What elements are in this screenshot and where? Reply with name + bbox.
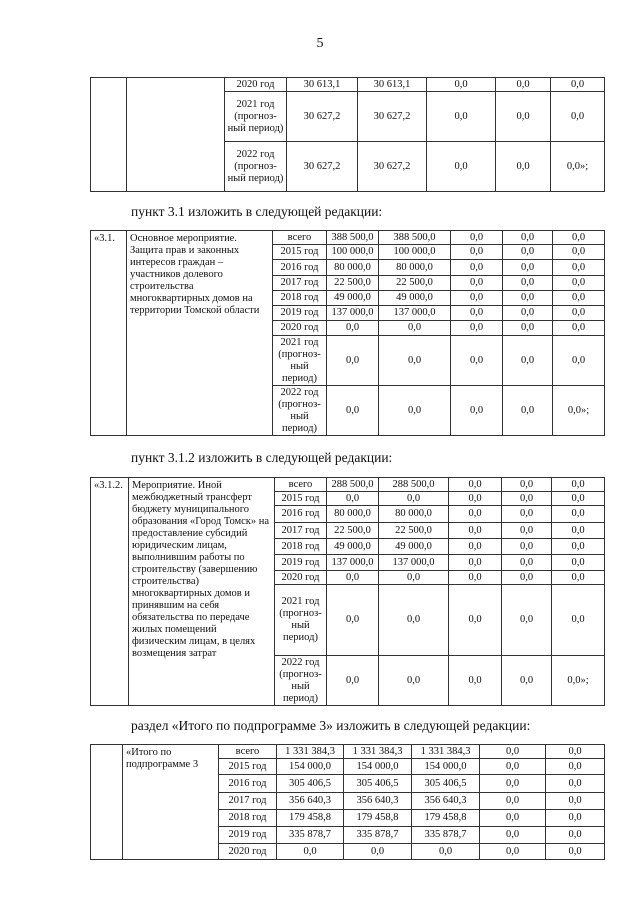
table-cell: 137 000,0 [379, 306, 451, 321]
table-cell: 2016 год [273, 260, 327, 276]
table-cell: 2021 год (прогноз-ный период) [273, 336, 327, 386]
table-cell: 0,0 [449, 492, 502, 506]
table-cell: 0,0 [553, 336, 605, 386]
table-cell: 305 406,5 [277, 775, 344, 793]
row-description: «Итого по подпрограмме 3 [123, 745, 219, 860]
table-cell: 2018 год [273, 291, 327, 306]
table-cell: 0,0 [546, 844, 605, 860]
table-cell: 0,0 [552, 585, 605, 656]
table-cell: 0,0 [451, 231, 503, 245]
table-cell: 0,0 [552, 506, 605, 523]
table-cell: 0,0 [412, 844, 480, 860]
table-cell: 0,0 [553, 276, 605, 291]
table-cell: 356 640,3 [277, 793, 344, 810]
table-cell: 0,0 [449, 656, 502, 706]
table-cell: 0,0 [503, 336, 553, 386]
table-cell: 0,0 [480, 793, 546, 810]
table-cell: 2021 год (прогноз-ный период) [225, 92, 287, 142]
table-cell: 0,0 [552, 555, 605, 571]
table-cell: 22 500,0 [379, 523, 449, 539]
table-cell: 0,0 [546, 810, 605, 827]
table-cell: 0,0 [546, 759, 605, 775]
table-cell: 1 331 384,3 [412, 745, 480, 759]
table-cell: 0,0 [480, 810, 546, 827]
table-cell: 49 000,0 [379, 291, 451, 306]
table-cell: 2019 год [219, 827, 277, 844]
table-cell: 0,0 [379, 571, 449, 585]
table-cell: 2016 год [275, 506, 327, 523]
table-cell: 288 500,0 [379, 478, 449, 492]
table-cell: 2018 год [275, 539, 327, 555]
table-cell: 80 000,0 [327, 260, 379, 276]
table-cell: 80 000,0 [327, 506, 379, 523]
table-cell: 0,0 [551, 92, 605, 142]
row-description: Мероприятие. Иной межбюджетный трансферт бюджету муниципального образования «Город Томск» на предоставление субсидий юридическим лицам, выполнившим работы по строительству (завершению строительства) многоквартирных домов и принявшим на себя обязательства по передаче жилых помещений физическим лицам, в целях возмещения затрат [129, 478, 275, 706]
table-cell: 137 000,0 [379, 555, 449, 571]
table-cell: всего [273, 231, 327, 245]
table-cell: 0,0 [546, 827, 605, 844]
table-cell: 137 000,0 [327, 306, 379, 321]
table-cell: 0,0 [451, 306, 503, 321]
table-cell: 2018 год [219, 810, 277, 827]
table-cell: 305 406,5 [412, 775, 480, 793]
table-cell: 0,0 [553, 306, 605, 321]
table-cell: 388 500,0 [327, 231, 379, 245]
table-cell: 0,0 [502, 656, 552, 706]
table-cell: 0,0 [451, 276, 503, 291]
table-cell: 0,0 [502, 571, 552, 585]
table-cell: 2022 год (прогноз-ный период) [225, 142, 287, 192]
table-cell: 2020 год [273, 321, 327, 336]
table-cell: 0,0 [451, 321, 503, 336]
table-cell: 80 000,0 [379, 260, 451, 276]
table-cell: 0,0 [503, 245, 553, 260]
table-cell: 356 640,3 [344, 793, 412, 810]
table-cell: всего [275, 478, 327, 492]
table-cell: 0,0 [553, 321, 605, 336]
table-cell: 0,0 [553, 291, 605, 306]
table-cell: 0,0 [327, 492, 379, 506]
table-cell: 179 458,8 [412, 810, 480, 827]
table-cell: 154 000,0 [344, 759, 412, 775]
table-cell: 0,0 [379, 386, 451, 436]
table-cell: 0,0 [503, 231, 553, 245]
table-cell: 0,0 [502, 492, 552, 506]
table-cell: 0,0 [546, 745, 605, 759]
table-cell: 0,0 [379, 336, 451, 386]
table-cell: 30 627,2 [287, 92, 358, 142]
table-cell: 2022 год (прогноз-ный период) [275, 656, 327, 706]
desc-cell [127, 78, 225, 192]
table-cell: 0,0 [379, 656, 449, 706]
table-cell: 0,0 [449, 478, 502, 492]
table-cell: 0,0 [451, 336, 503, 386]
table-cell: 0,0 [427, 92, 496, 142]
paragraph: пункт 3.1.2 изложить в следующей редакции: [131, 450, 393, 465]
table-cell: 179 458,8 [344, 810, 412, 827]
table-continuation [90, 77, 605, 192]
table-cell: 2019 год [273, 306, 327, 321]
table-cell: 30 627,2 [358, 92, 427, 142]
table-cell: 137 000,0 [327, 555, 379, 571]
table-cell: 0,0 [552, 478, 605, 492]
page-number: 5 [316, 36, 324, 51]
table-cell: 154 000,0 [277, 759, 344, 775]
table-cell: 0,0 [451, 245, 503, 260]
table-cell: 80 000,0 [379, 506, 449, 523]
table-cell: 0,0 [451, 291, 503, 306]
table-cell: 0,0 [503, 260, 553, 276]
table-cell: 22 500,0 [327, 276, 379, 291]
table-cell: 0,0 [546, 775, 605, 793]
table-cell: 388 500,0 [379, 231, 451, 245]
table-cell: 0,0 [449, 555, 502, 571]
table-cell: 2019 год [275, 555, 327, 571]
paragraph: раздел «Итого по подпрограмме 3» изложить в следующей редакции: [131, 718, 531, 733]
table-cell: 288 500,0 [327, 478, 379, 492]
table-cell: 335 878,7 [277, 827, 344, 844]
table-cell: 0,0 [327, 571, 379, 585]
table-cell: 0,0 [277, 844, 344, 860]
row-number: «3.1. [91, 231, 127, 436]
num-cell [91, 78, 127, 192]
table-cell: 0,0 [502, 539, 552, 555]
table-cell: 0,0 [496, 92, 551, 142]
table-cell: 0,0 [327, 585, 379, 656]
table-cell: 2022 год (прогноз-ный период) [273, 386, 327, 436]
table-cell: 0,0 [502, 555, 552, 571]
table-cell: 0,0 [480, 775, 546, 793]
table-cell: 2021 год (прогноз-ный период) [275, 585, 327, 656]
table-cell: 30 613,1 [358, 78, 427, 92]
table-cell: 0,0 [552, 571, 605, 585]
table-3-1 [90, 230, 605, 436]
table-cell: 0,0 [379, 585, 449, 656]
table-cell: 0,0 [546, 793, 605, 810]
table-itogo [90, 744, 605, 860]
table-3-1-2 [90, 477, 605, 706]
table-cell: 2015 год [275, 492, 327, 506]
table-cell: 0,0 [379, 492, 449, 506]
table-cell: 0,0 [552, 539, 605, 555]
table-cell: 335 878,7 [412, 827, 480, 844]
table-cell: 305 406,5 [344, 775, 412, 793]
table-cell: 1 331 384,3 [277, 745, 344, 759]
table-cell: 0,0 [327, 656, 379, 706]
table-cell: 2015 год [273, 245, 327, 260]
table-cell: всего [219, 745, 277, 759]
table-cell: 0,0 [449, 506, 502, 523]
table-cell: 2020 год [225, 78, 287, 92]
table-cell: 2017 год [219, 793, 277, 810]
table-cell: 0,0 [480, 844, 546, 860]
table-cell: 2017 год [275, 523, 327, 539]
table-cell: 0,0 [551, 78, 605, 92]
table-cell: 335 878,7 [344, 827, 412, 844]
row-description: Основное мероприятие. Защита прав и законных интересов граждан – участников долевого строительства многоквартирных домов на территории Томской области [127, 231, 273, 436]
table-cell: 0,0 [449, 539, 502, 555]
table-cell: 0,0 [480, 759, 546, 775]
table-cell: 0,0 [449, 523, 502, 539]
table-cell: 0,0 [327, 321, 379, 336]
table-cell: 0,0 [502, 523, 552, 539]
table-cell: 0,0 [503, 321, 553, 336]
num-cell [91, 745, 123, 860]
table-cell: 0,0 [427, 142, 496, 192]
table-cell: 1 331 384,3 [344, 745, 412, 759]
table-cell: 0,0 [480, 745, 546, 759]
table-cell: 0,0 [553, 245, 605, 260]
table-cell: 356 640,3 [412, 793, 480, 810]
table-cell: 179 458,8 [277, 810, 344, 827]
table-cell: 0,0 [427, 78, 496, 92]
table-cell: 0,0»; [552, 656, 605, 706]
table-cell: 0,0»; [553, 386, 605, 436]
table-cell: 0,0 [496, 78, 551, 92]
table-cell: 2020 год [219, 844, 277, 860]
table-cell: 0,0 [379, 321, 451, 336]
table-cell: 0,0 [496, 142, 551, 192]
table-cell: 49 000,0 [379, 539, 449, 555]
table-cell: 0,0 [451, 386, 503, 436]
table-cell: 0,0 [344, 844, 412, 860]
table-cell: 0,0 [553, 260, 605, 276]
table-cell: 49 000,0 [327, 539, 379, 555]
paragraph: пункт 3.1 изложить в следующей редакции: [131, 204, 383, 219]
table-cell: 0,0 [327, 386, 379, 436]
table-cell: 49 000,0 [327, 291, 379, 306]
table-cell: 0,0 [502, 478, 552, 492]
table-cell: 0,0 [449, 571, 502, 585]
table-cell: 0,0 [480, 827, 546, 844]
table-cell: 100 000,0 [379, 245, 451, 260]
table-cell: 30 627,2 [287, 142, 358, 192]
table-cell: 30 613,1 [287, 78, 358, 92]
table-cell: 0,0 [503, 291, 553, 306]
table-cell: 0,0 [552, 492, 605, 506]
table-cell: 0,0 [503, 386, 553, 436]
table-cell: 0,0 [552, 523, 605, 539]
table-cell: 0,0 [502, 506, 552, 523]
table-cell: 30 627,2 [358, 142, 427, 192]
row-number: «3.1.2. [91, 478, 129, 706]
table-cell: 100 000,0 [327, 245, 379, 260]
table-cell: 0,0»; [551, 142, 605, 192]
table-cell: 22 500,0 [379, 276, 451, 291]
table-cell: 154 000,0 [412, 759, 480, 775]
table-cell: 2020 год [275, 571, 327, 585]
table-cell: 2016 год [219, 775, 277, 793]
table-cell: 0,0 [503, 276, 553, 291]
table-cell: 0,0 [502, 585, 552, 656]
table-cell: 0,0 [451, 260, 503, 276]
table-cell: 0,0 [553, 231, 605, 245]
table-cell: 2017 год [273, 276, 327, 291]
table-cell: 0,0 [327, 336, 379, 386]
table-cell: 0,0 [449, 585, 502, 656]
table-cell: 2015 год [219, 759, 277, 775]
table-cell: 22 500,0 [327, 523, 379, 539]
table-cell: 0,0 [503, 306, 553, 321]
